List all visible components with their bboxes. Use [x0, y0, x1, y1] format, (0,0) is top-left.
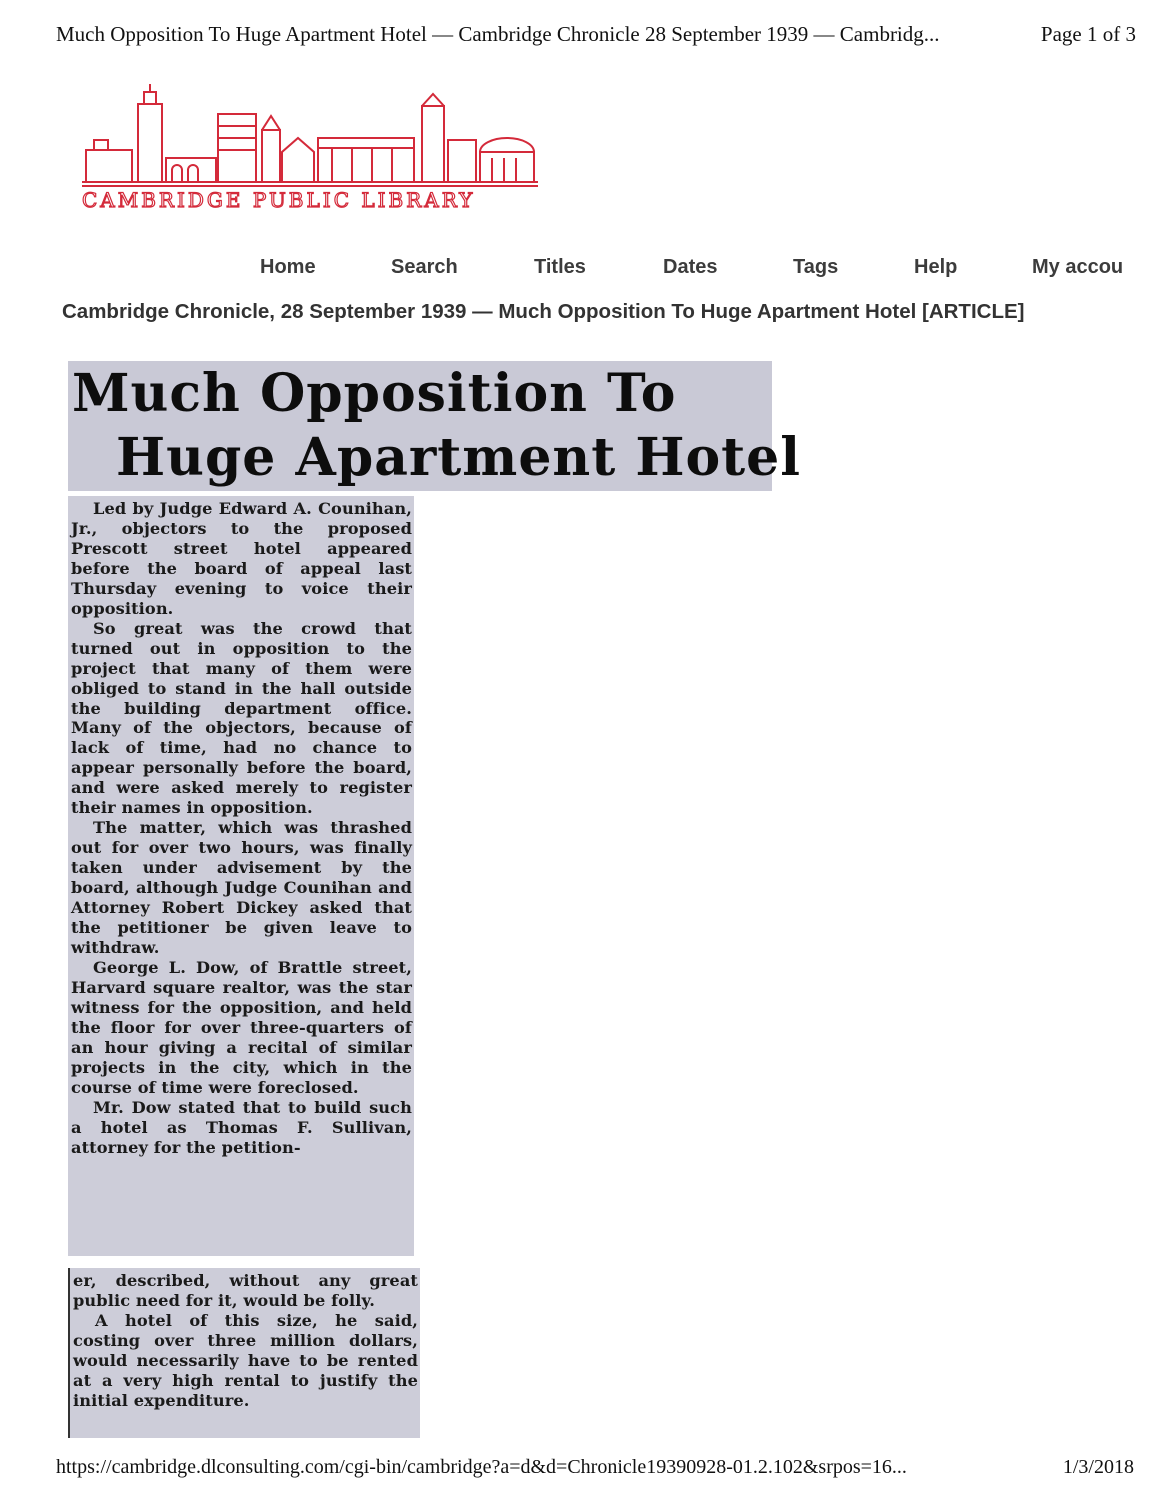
- print-header: [56, 22, 1136, 47]
- page-title: Cambridge Chronicle, 28 September 1939 — Much Opposition To Huge Apartment Hotel [ARTICLE]: [62, 300, 1025, 323]
- library-logo[interactable]: [82, 82, 538, 217]
- article-paragraph: The matter, which was thrashed out for over two hours, was finally taken under advisement by the board, although Judge Counihan and Attorney Robert Dickey asked that the petitioner be given leave to withdraw.: [71, 818, 412, 957]
- nav-help[interactable]: Help: [914, 256, 958, 278]
- article-headline-clipping: [68, 361, 802, 491]
- article-continuation-clipping: [68, 1268, 420, 1438]
- print-header-title: Much Opposition To Huge Apartment Hotel — Cambridge Chronicle 28 September 1939 — Cambridg...: [56, 22, 940, 46]
- nav-titles[interactable]: Titles: [534, 256, 586, 278]
- article-paragraph: George L. Dow, of Brattle street, Harvard square realtor, was the star witness for the opposition, and held the floor for over three-quarters of an hour giving a recital of similar projects in the city, which in the course of time were foreclosed.: [71, 957, 412, 1097]
- main-nav: [0, 256, 1163, 284]
- nav-my-account[interactable]: My accou: [1032, 256, 1124, 278]
- article-paragraph: A hotel of this size, he said, costing over three million dollars, would necessarily have to be rented at a very high rental to justify the initial expenditure.: [73, 1310, 418, 1410]
- nav-search[interactable]: Search: [391, 256, 458, 278]
- article-body: [68, 496, 414, 1157]
- article-paragraph: So great was the crowd that turned out in opposition to the project that many of them were obliged to stand in the hall outside the building department office. Many of the objectors, because of lack of time, had no chance to appear personally before the board, and were asked merely to register their names in opposition.: [71, 618, 412, 818]
- print-page-number: Page 1 of 3: [1040, 22, 1136, 46]
- article-paragraph: Led by Judge Edward A. Counihan, Jr., objectors to the proposed Prescott street hotel appeared before the board of appeal last Thursday evening to voice their opposition.: [71, 499, 412, 618]
- nav-tags[interactable]: Tags: [793, 256, 839, 278]
- headline-line-1: Much Opposition To: [72, 363, 677, 424]
- print-footer-url: https://cambridge.dlconsulting.com/cgi-bin/cambridge?a=d&d=Chronicle19390928-01.2.102&srpos=16...: [56, 1456, 907, 1478]
- print-footer-date: 1/3/2018: [1062, 1456, 1134, 1478]
- article-column-clipping: [68, 496, 414, 1256]
- print-footer: [56, 1456, 1134, 1479]
- library-logo-text: CAMBRIDGE PUBLIC LIBRARY: [82, 188, 476, 212]
- nav-home[interactable]: Home: [260, 256, 316, 278]
- nav-dates[interactable]: Dates: [663, 256, 718, 278]
- article-body-continued: [70, 1268, 420, 1411]
- skyline-icon: [82, 82, 538, 190]
- article-paragraph: Mr. Dow stated that to build such a hotel as Thomas F. Sullivan, attorney for the petition-: [71, 1097, 412, 1157]
- article-paragraph: er, described, without any great public need for it, would be folly.: [73, 1271, 418, 1310]
- headline-line-2: Huge Apartment Hotel: [116, 427, 802, 488]
